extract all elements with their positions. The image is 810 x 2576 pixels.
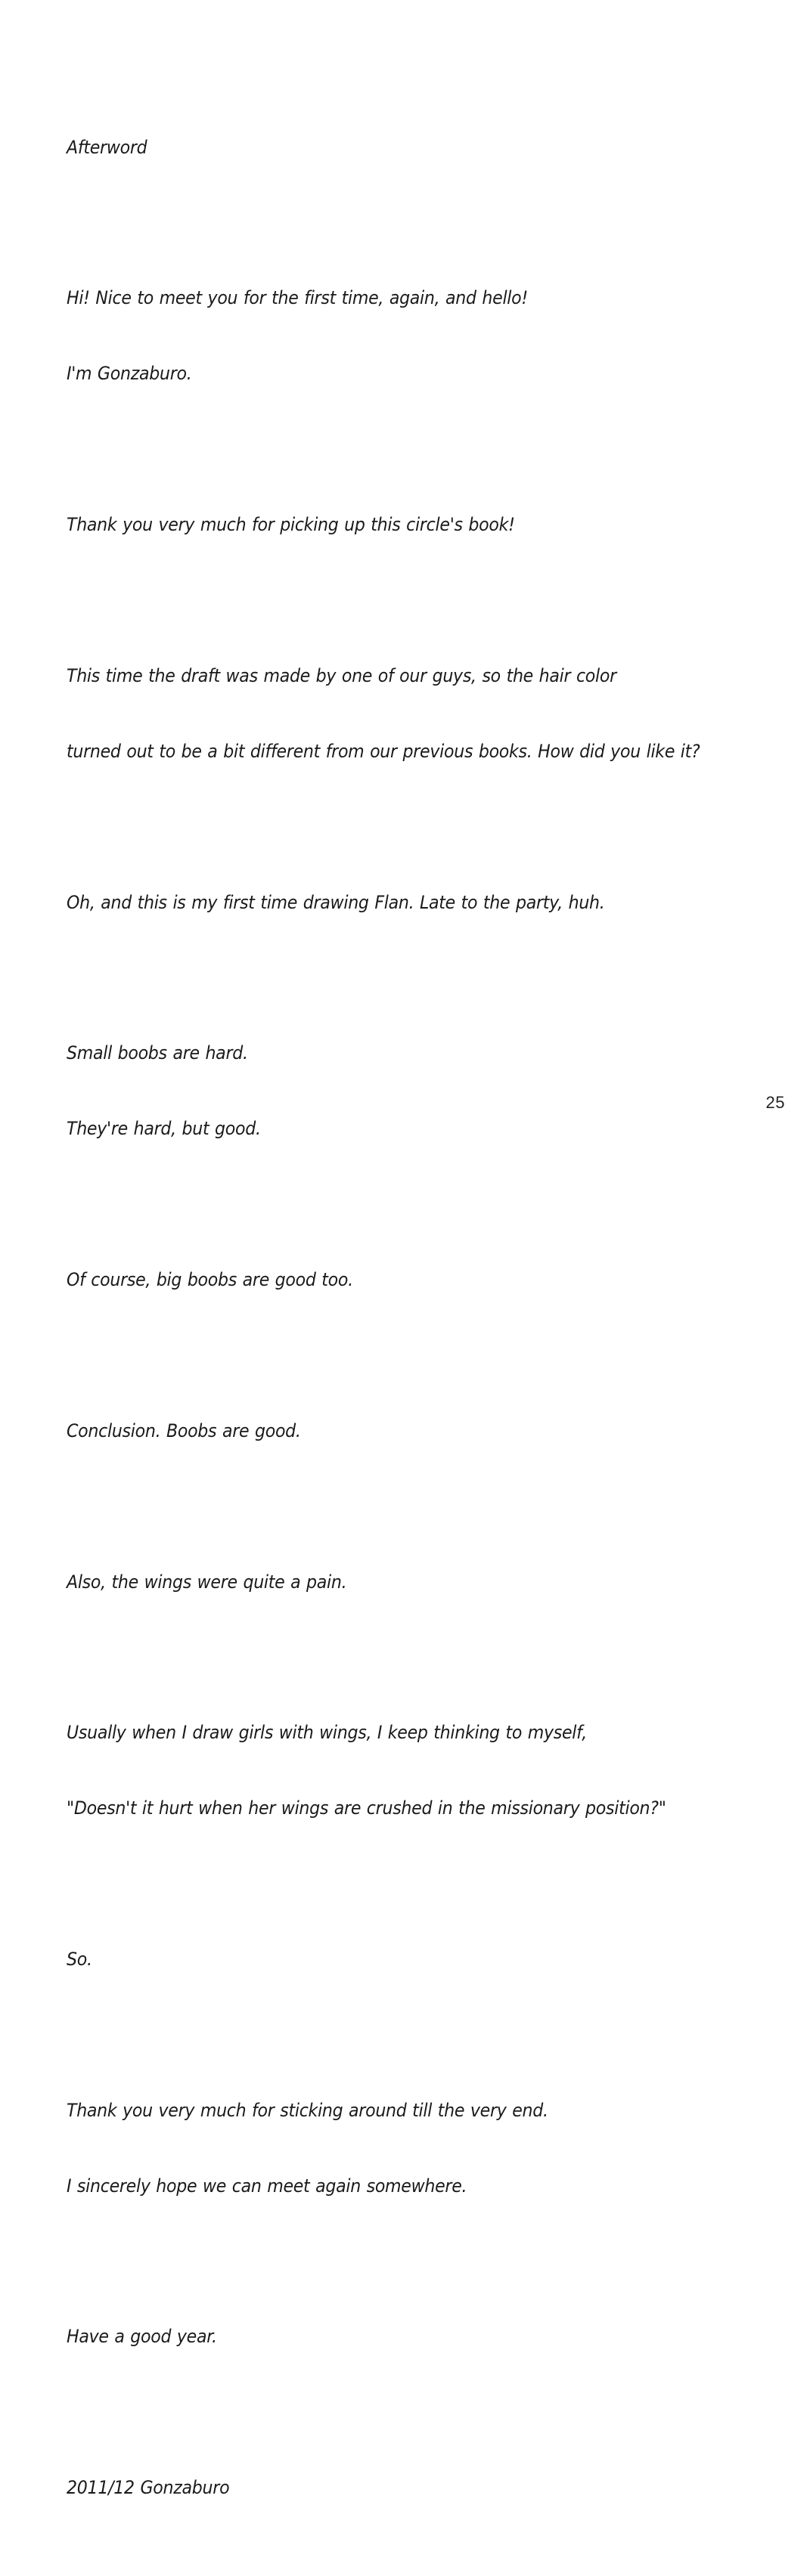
draft-paragraph: This time the draft was made by one of our guys, so the hair color turned out to be a bit different from our previous books. How did you like it?: [67, 664, 700, 762]
signature-paragraph: 2011/12 Gonzaburo: [67, 2477, 230, 2499]
conclusion-paragraph: Conclusion. Boobs are good.: [67, 1420, 301, 1441]
small-paragraph: Small boobs are hard. They're hard, but good.: [67, 1042, 261, 1140]
page-number: 25: [765, 1093, 785, 1112]
so-paragraph: So.: [67, 1948, 92, 1970]
year-paragraph: Have a good year.: [67, 2326, 217, 2348]
thanks-paragraph: Thank you very much for picking up this circle's book!: [67, 514, 515, 536]
closing-paragraph: Thank you very much for sticking around till the very end. I sincerely hope we can meet again somewhere.: [67, 2099, 548, 2197]
usually-paragraph: Usually when I draw girls with wings, I keep thinking to myself, "Doesn't it hurt when her wings are crushed in the missionary position?": [67, 1722, 666, 1819]
afterword-title: Afterword: [67, 136, 147, 158]
wings-paragraph: Also, the wings were quite a pain.: [67, 1571, 347, 1593]
flan-paragraph: Oh, and this is my first time drawing Flan. Late to the party, huh.: [67, 891, 605, 913]
greeting-paragraph: Hi! Nice to meet you for the first time, again, and hello! I'm Gonzaburo.: [67, 287, 528, 385]
big-paragraph: Of course, big boobs are good too.: [67, 1268, 353, 1290]
afterword-text: [67, 85, 706, 2576]
